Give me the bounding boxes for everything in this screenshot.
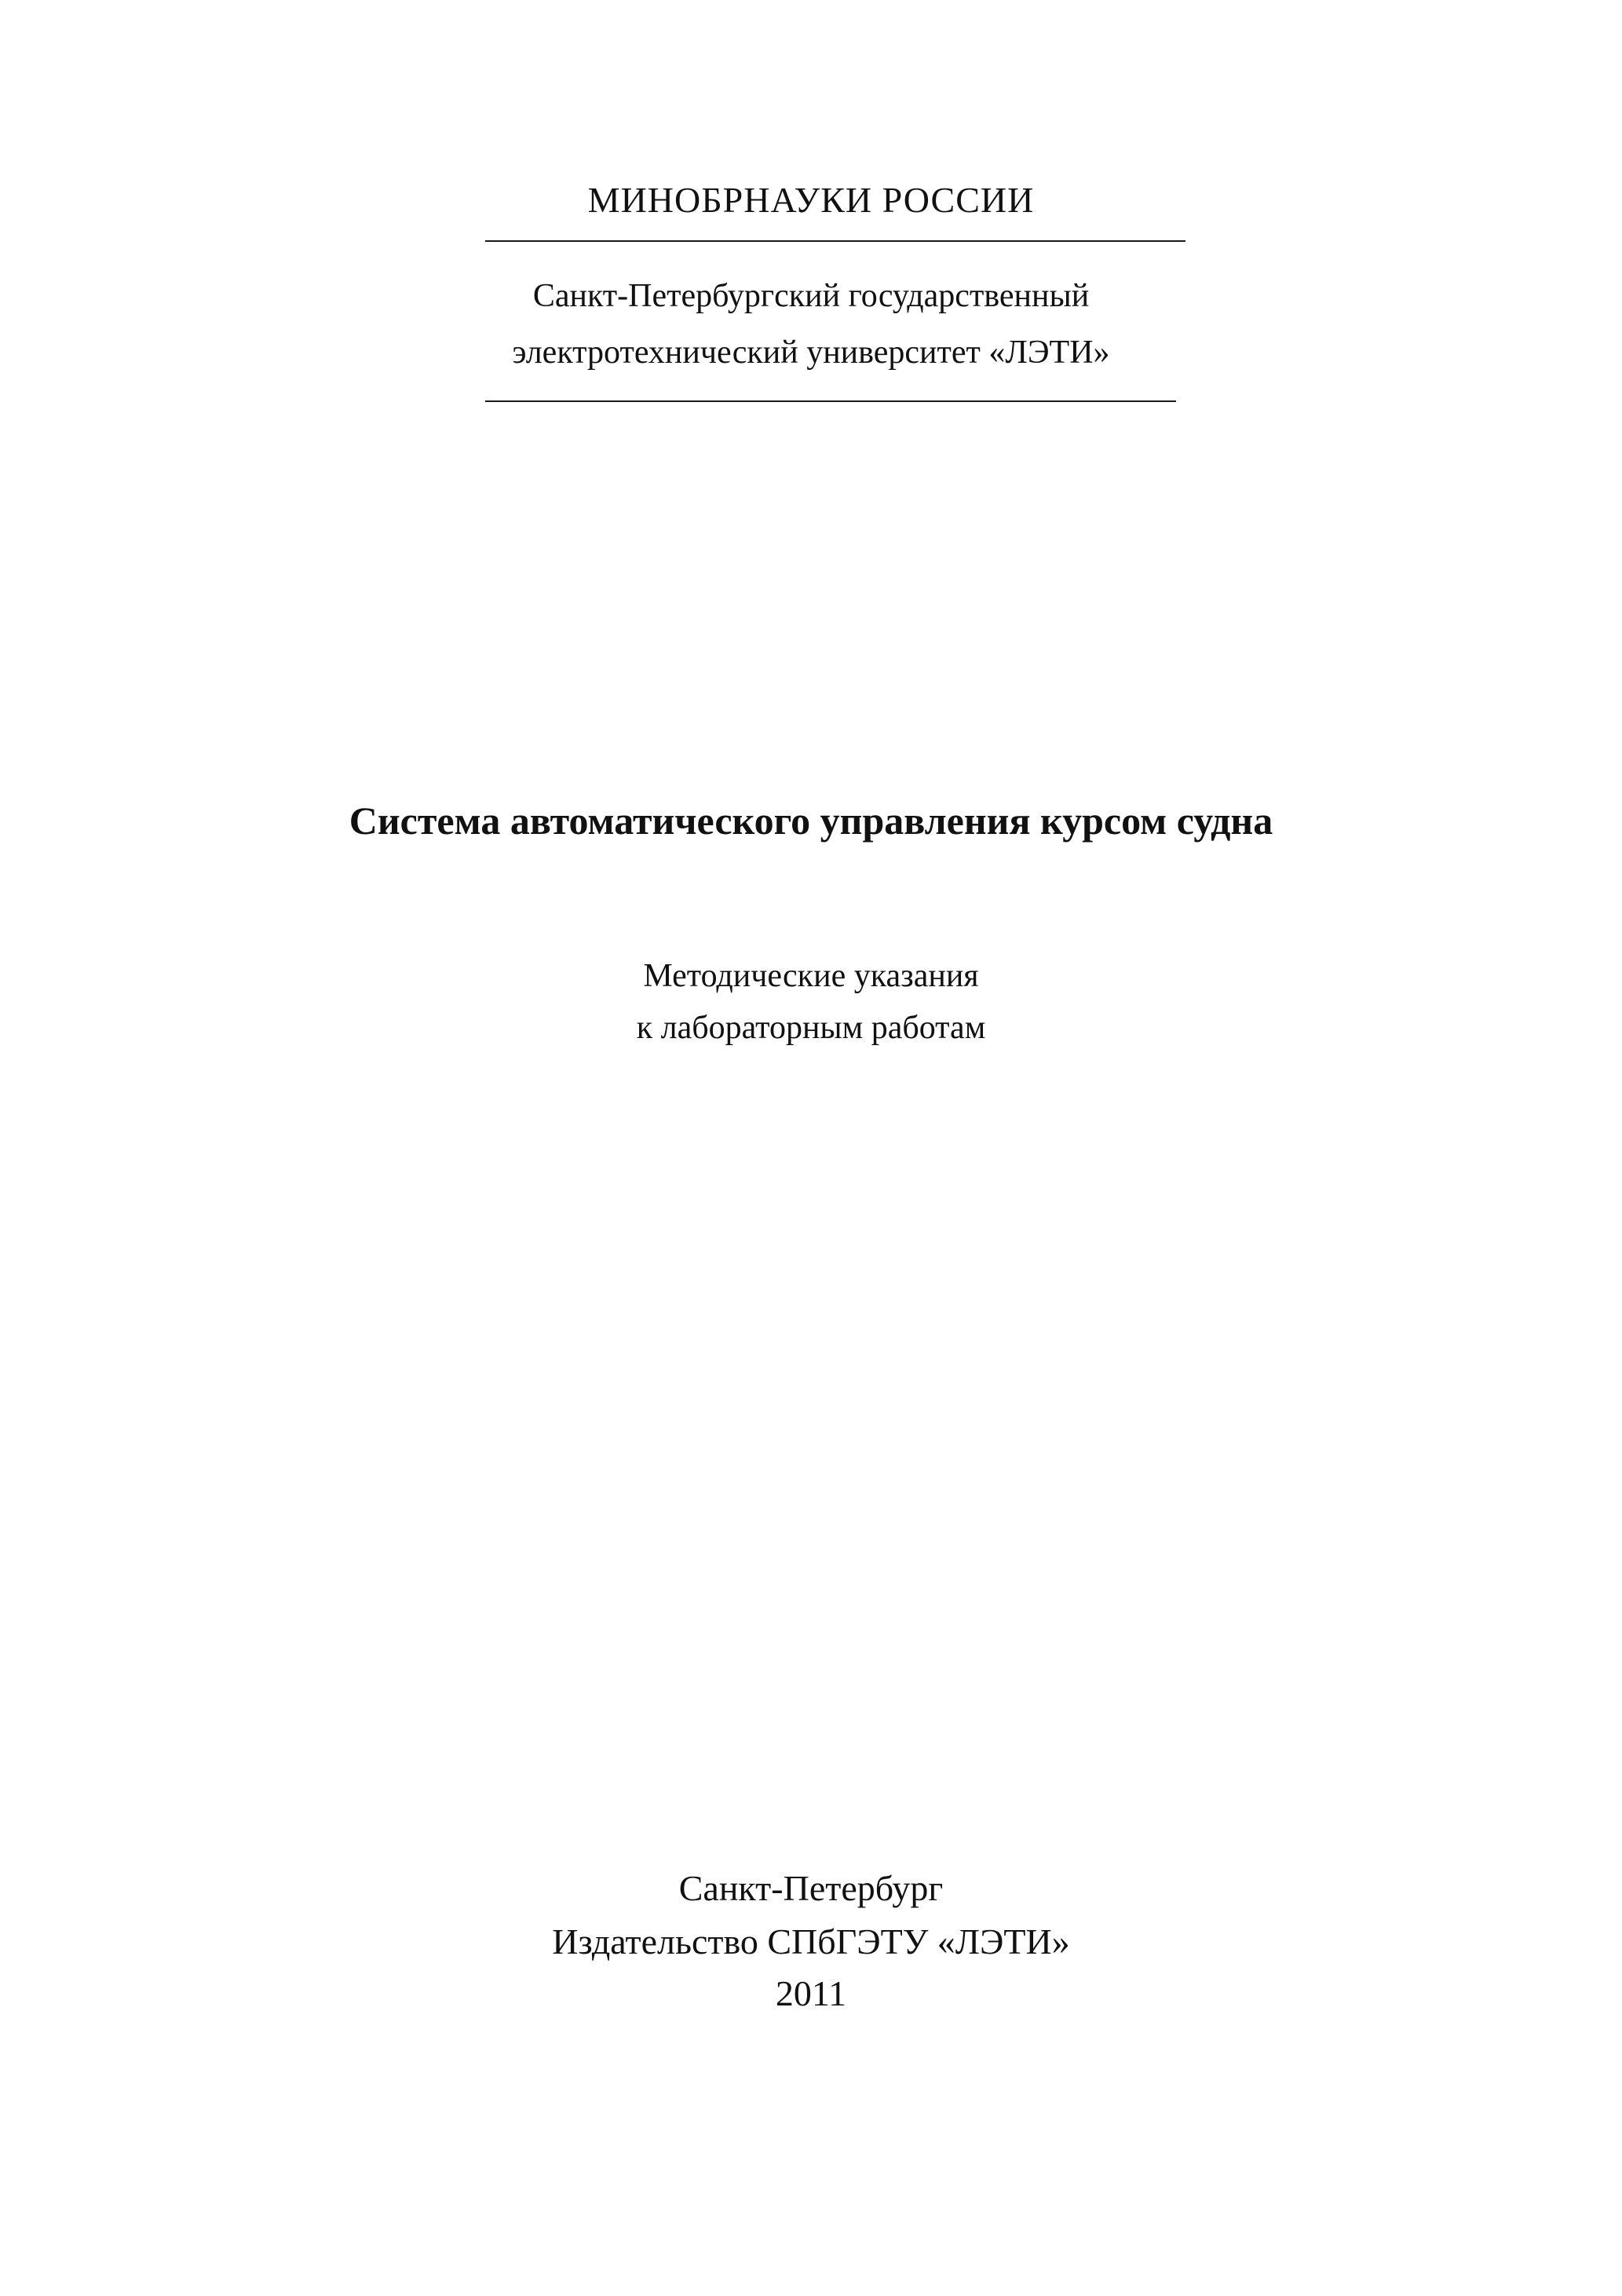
publication-year: 2011 bbox=[775, 1973, 847, 2013]
ministry-name: МИНОБРНАУКИ РОССИИ bbox=[587, 180, 1035, 220]
document-subtitle-line-2: к лабораторным работам bbox=[636, 1010, 986, 1046]
document-subtitle-line-1: Методические указания bbox=[643, 958, 979, 994]
publication-city: Санкт-Петербург bbox=[678, 1868, 944, 1908]
university-name-line-1: Санкт-Петербургский государственный bbox=[532, 278, 1090, 314]
document-title: Система автоматического управления курсом судна bbox=[349, 799, 1273, 843]
header-divider-top bbox=[485, 240, 1185, 242]
publisher-name: Издательство СПбГЭТУ «ЛЭТИ» bbox=[552, 1921, 1070, 1961]
university-name-line-2: электротехнический университет «ЛЭТИ» bbox=[512, 335, 1110, 371]
header-divider-bottom bbox=[485, 400, 1176, 402]
